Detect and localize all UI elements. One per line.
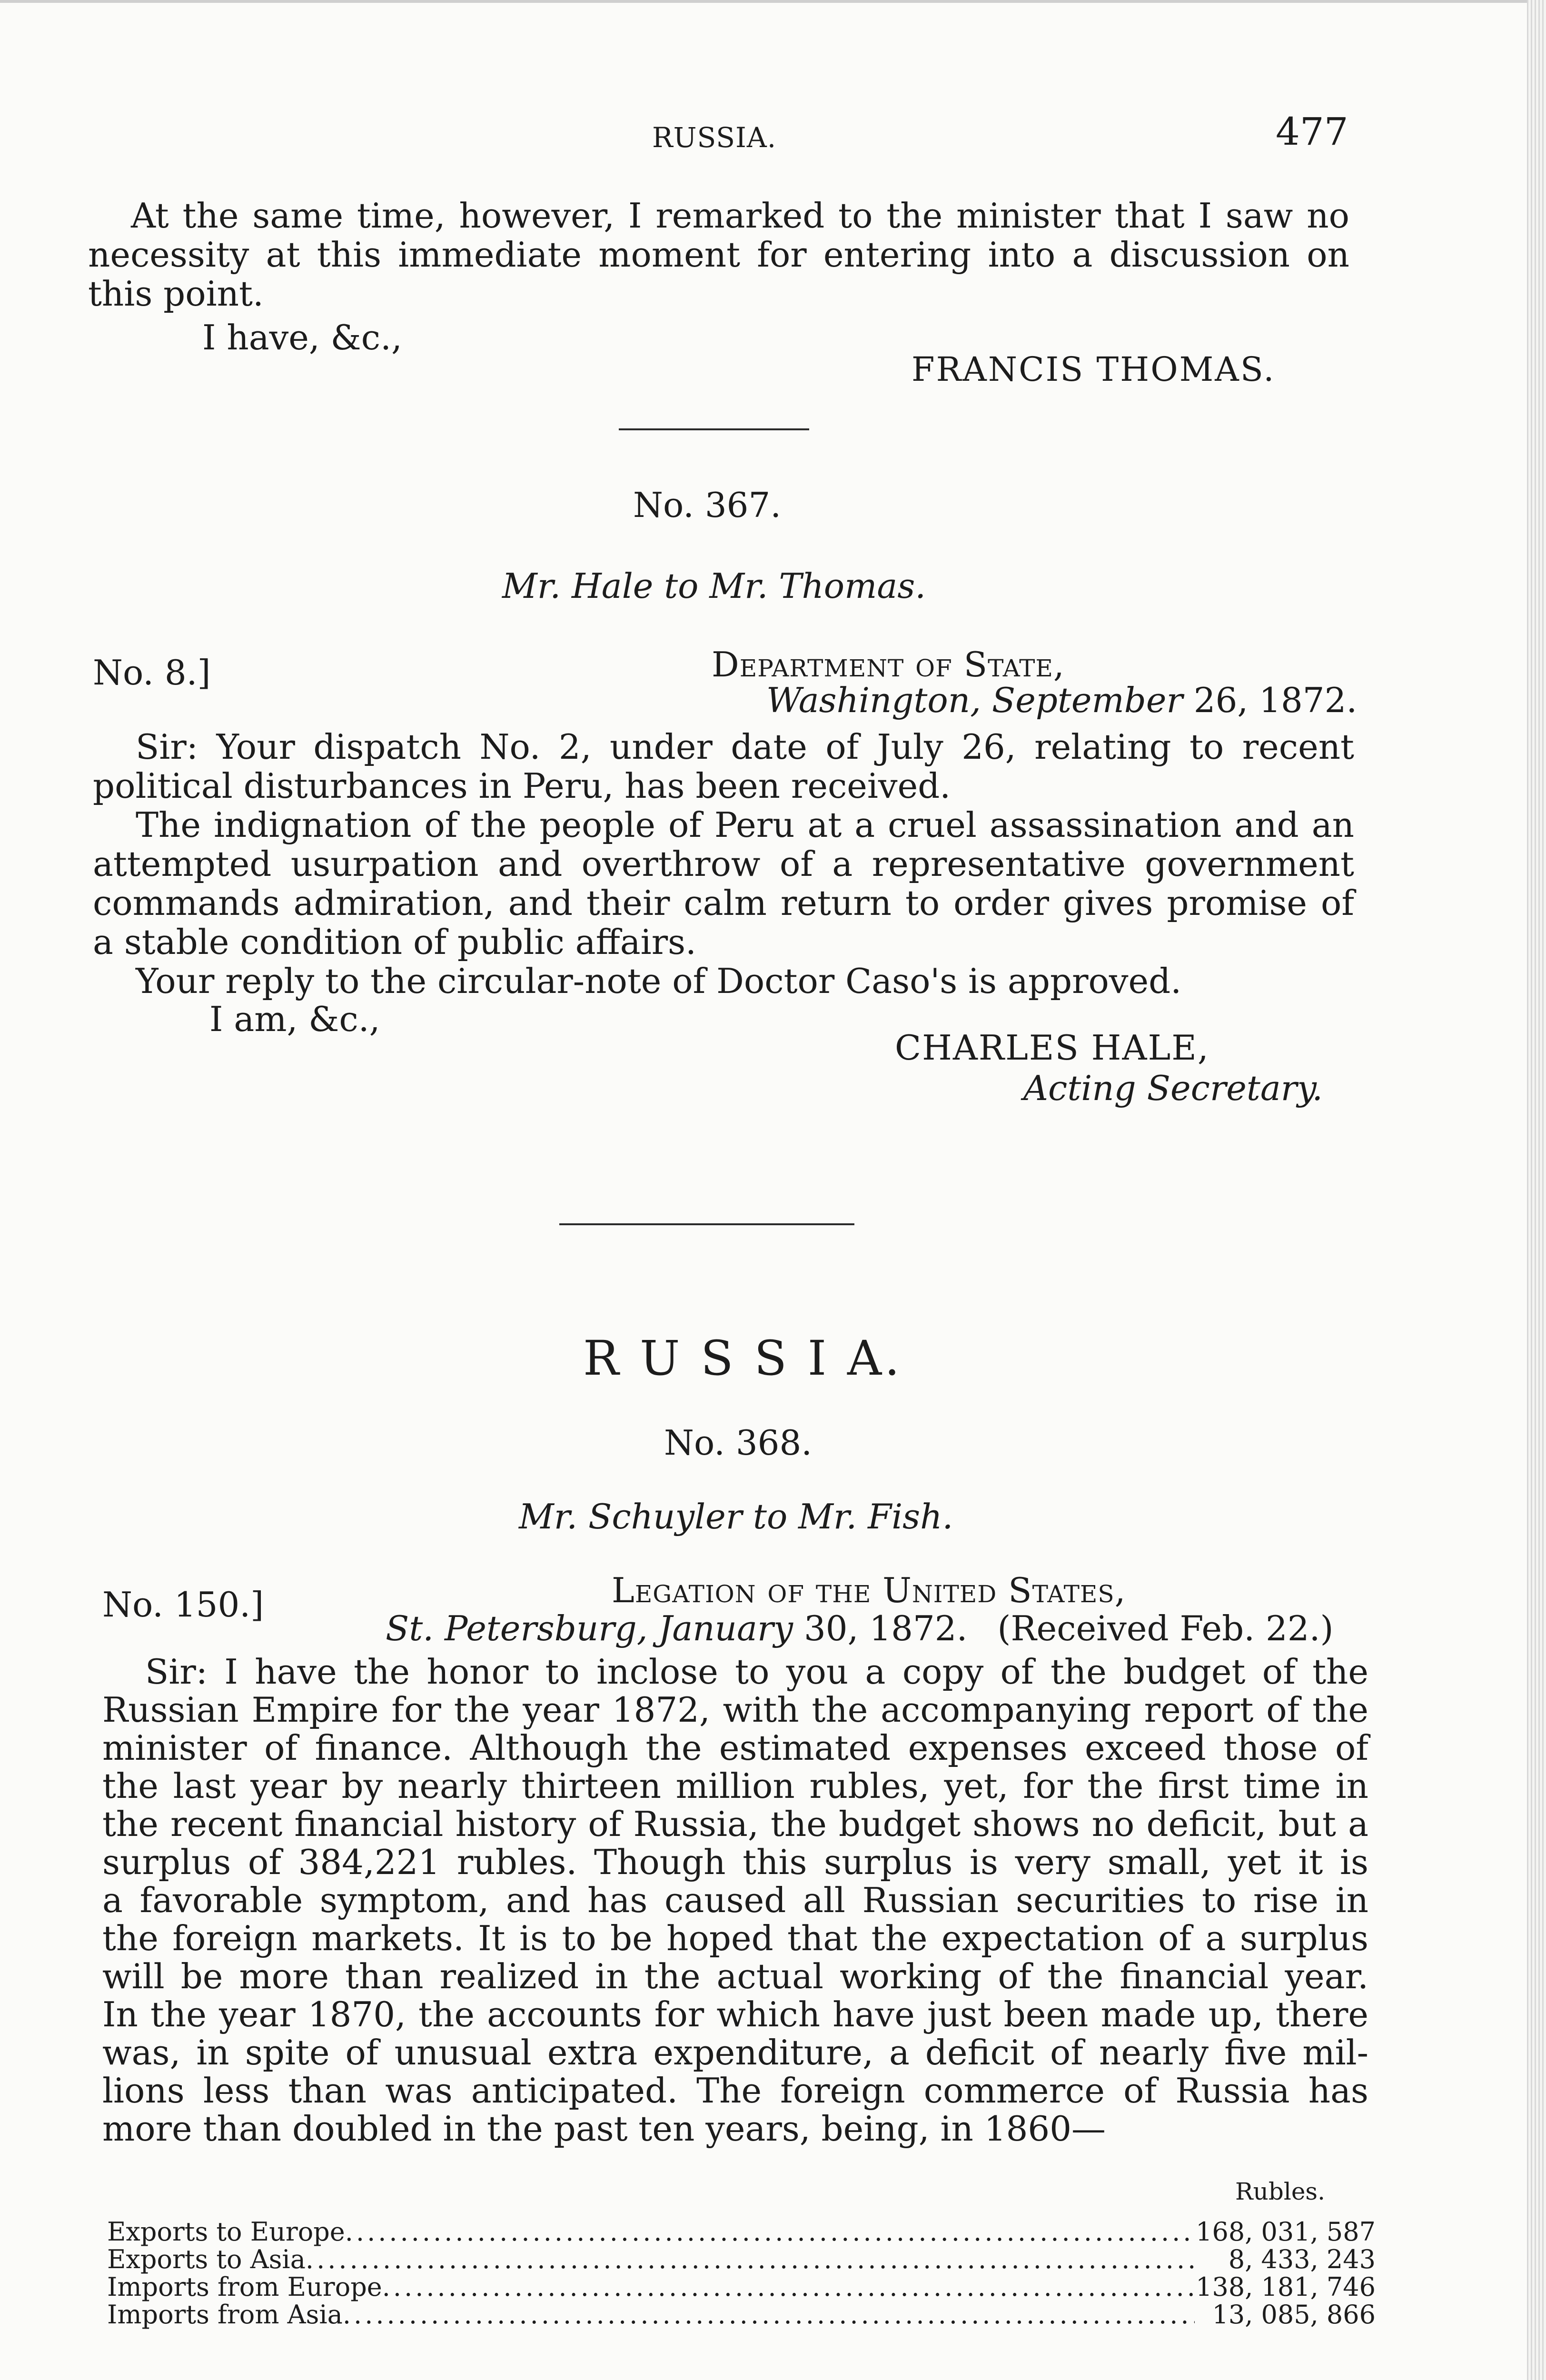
doc368-reference: No. 150.] — [102, 1585, 264, 1625]
doc367-heading: Mr. Hale to Mr. Thomas. — [502, 566, 926, 606]
doc368-number: No. 368. — [664, 1423, 813, 1463]
dot-leader — [382, 2273, 1195, 2301]
previous-letter-signature: FRANCIS THOMAS. — [912, 350, 1276, 389]
trade-table-unit-header: Rubles. — [1235, 2178, 1325, 2205]
trade-table-value: 8, 433, 243 — [1228, 2244, 1376, 2274]
doc368-place-date — [386, 1609, 1334, 1648]
doc367-sender: Department of State, — [712, 645, 1065, 684]
page-number: 477 — [1276, 109, 1348, 154]
doc367-paragraph-3: Your reply to the circular-note of Doctor Caso's is approved. — [136, 961, 1182, 1001]
trade-table-value: 138, 181, 746 — [1196, 2272, 1376, 2302]
section-divider — [559, 1223, 854, 1225]
text-line: was, in spite of unusual extra expenditure, a deficit of nearly five mil- — [102, 2033, 1368, 2073]
trade-table-row — [107, 2246, 1376, 2273]
trade-table-row — [107, 2301, 1376, 2329]
text-line: attempted usurpation and overthrow of a representative government — [93, 844, 1354, 884]
doc367-paragraph-1 — [93, 727, 1354, 805]
text-line: In the year 1870, the accounts for which have just been made up, there — [102, 1994, 1368, 2034]
trade-table-value: 13, 085, 866 — [1212, 2300, 1376, 2330]
text-line: The indignation of the people of Peru at a cruel assassination and an — [136, 805, 1354, 845]
doc367-place: Washington, — [766, 680, 981, 720]
doc367-reference: No. 8.] — [93, 653, 211, 693]
doc368-day-year: 30, 1872. — [803, 1608, 968, 1648]
trade-table-label: Exports to Asia — [107, 2244, 306, 2274]
text-line: the recent financial history of Russia, the budget shows no deficit, but a — [102, 1804, 1368, 1844]
text-line: necessity at this immediate moment for entering into a discussion on — [88, 235, 1349, 275]
page-binding-edge — [1527, 0, 1546, 2380]
doc368-place: St. Petersburg, — [386, 1608, 648, 1648]
section-divider — [619, 428, 809, 430]
text-line: lions less than was anticipated. The foreign commerce of Russia has — [102, 2071, 1368, 2111]
trade-table-row — [107, 2273, 1376, 2301]
doc367-signature-title: Acting Secretary. — [1023, 1068, 1323, 1108]
doc368-heading: Mr. Schuyler to Mr. Fish. — [519, 1497, 953, 1537]
previous-letter-closing: I have, &c., — [202, 317, 402, 357]
doc367-place-date — [766, 681, 1357, 720]
trade-table-value: 168, 031, 587 — [1196, 2217, 1376, 2247]
dot-leader — [345, 2218, 1195, 2246]
doc368-sender: Legation of the United States, — [612, 1570, 1126, 1610]
trade-table-label: Imports from Asia — [107, 2300, 343, 2330]
doc368-paragraph-1 — [102, 1653, 1368, 2148]
dot-leader — [343, 2301, 1195, 2329]
text-line: Sir: I have the honor to inclose to you a copy of the budget of the — [145, 1652, 1368, 1692]
text-line: the foreign markets. It is to be hoped that the expectation of a surplus — [102, 1918, 1368, 1958]
text-line: a stable condition of public affairs. — [93, 922, 696, 962]
section-title: R U S S I A. — [583, 1330, 903, 1386]
doc368-month: January — [658, 1608, 793, 1648]
text-line: the last year by nearly thirteen million rubles, yet, for the first time in — [102, 1766, 1368, 1806]
trade-table-label: Imports from Europe — [107, 2272, 382, 2302]
doc368-received: (Received Feb. 22.) — [997, 1608, 1334, 1648]
text-line: commands admiration, and their calm return to order gives promise of — [93, 883, 1354, 923]
dot-leader — [306, 2246, 1195, 2273]
text-line: Sir: Your dispatch No. 2, under date of July 26, relating to recent — [136, 727, 1354, 767]
doc367-month: September — [991, 680, 1183, 720]
trade-table-row — [107, 2218, 1376, 2246]
running-title: RUSSIA. — [652, 121, 777, 154]
text-line: minister of finance. Although the estimated expenses exceed those of — [102, 1728, 1368, 1768]
doc367-day-year: 26, 1872. — [1193, 680, 1358, 720]
text-line: a favorable symptom, and has caused all Russian securities to rise in — [102, 1880, 1368, 1920]
doc367-closing: I am, &c., — [209, 999, 380, 1039]
text-line: surplus of 384,221 rubles. Though this surplus is very small, yet it is — [102, 1842, 1368, 1882]
text-line: Russian Empire for the year 1872, with the accompanying report of the — [102, 1690, 1368, 1730]
doc367-signature: CHARLES HALE, — [895, 1028, 1209, 1068]
doc367-paragraph-2 — [93, 805, 1354, 962]
text-line: more than doubled in the past ten years, being, in 1860— — [102, 2109, 1106, 2149]
doc367-number: No. 367. — [633, 485, 782, 525]
text-line: At the same time, however, I remarked to the minister that I saw no — [131, 196, 1349, 236]
page-top-edge — [0, 0, 1546, 3]
text-line: this point. — [88, 274, 264, 314]
text-line: will be more than realized in the actual working of the financial year. — [102, 1956, 1368, 1996]
text-line: political disturbances in Peru, has been received. — [93, 766, 951, 806]
trade-table-label: Exports to Europe — [107, 2217, 345, 2247]
previous-letter-paragraph — [88, 196, 1349, 313]
